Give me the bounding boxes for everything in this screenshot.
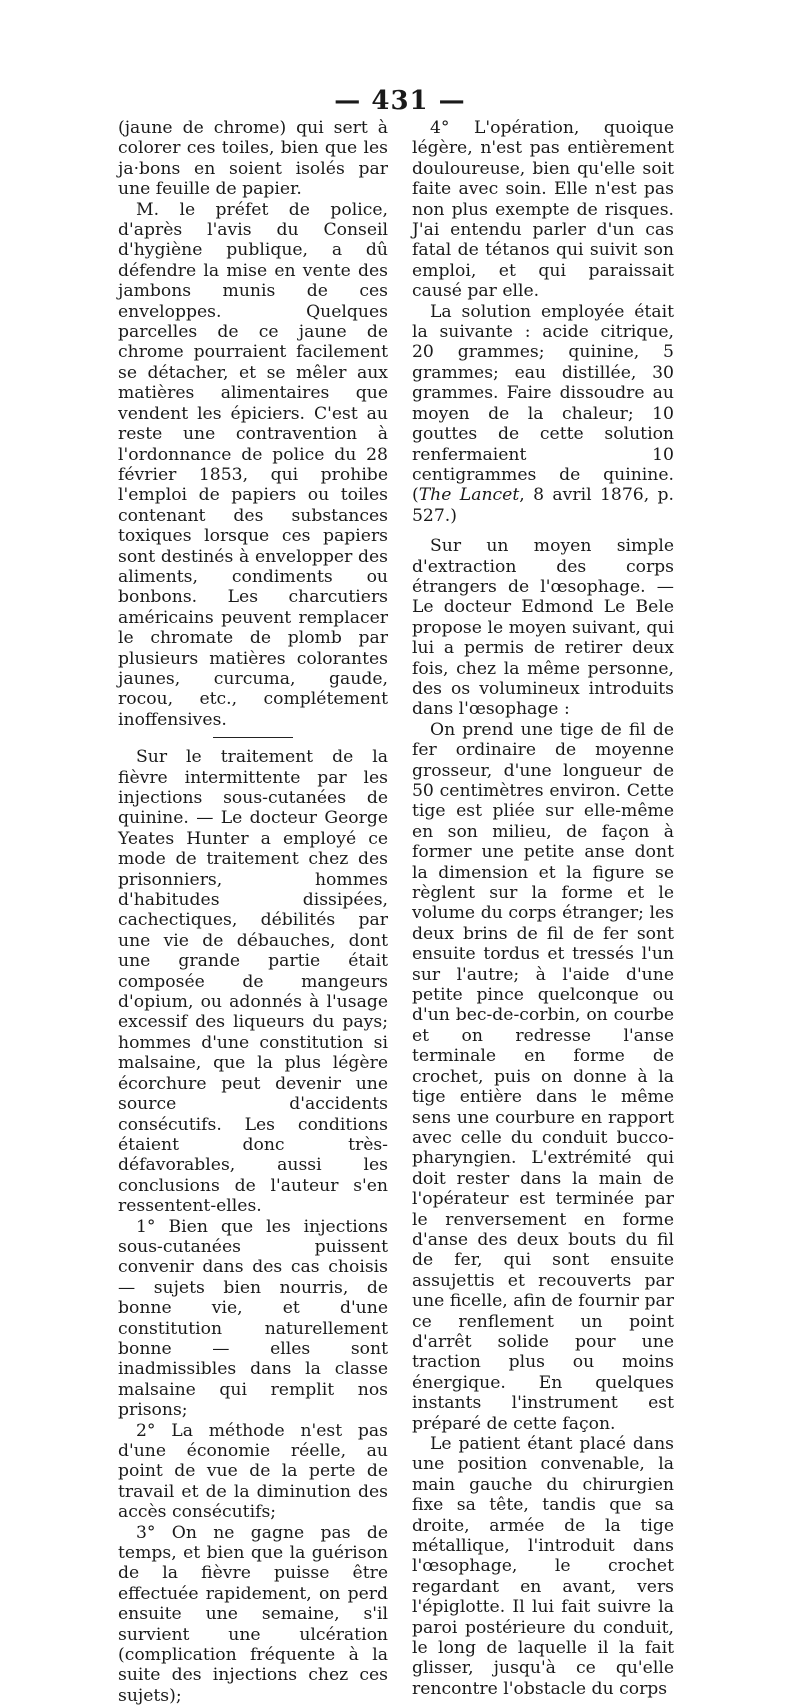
paragraph-solution [412, 302, 674, 526]
section-quinine [118, 747, 388, 1216]
conclusion-item-3: 3° On ne gagne pas de temps, et bien que la guérison de la fièvre puisse être effectuée rapidement, on perd ensuite une semaine, s'il survient une ulcération (complication fréquente à la suite des injections chez ces sujets); [118, 1522, 388, 1706]
right-column [412, 118, 674, 1699]
conclusion-item-2: 2° La méthode n'est pas d'une économie réelle, au point de vue de la perte de travail et de la diminution des accès consécutifs; [118, 1420, 388, 1523]
section-divider [213, 737, 293, 738]
spacer [412, 526, 674, 536]
citation-rest: , 8 avril 1876, p. 527.) [412, 485, 675, 526]
paragraph-patient: Le patient étant placé dans une position convenable, la main gauche du chirurgien fixe sa tête, tandis que sa droite, armée de la tige métallique, l'introduit dans l'œsophage, le crochet regardant en avant, vers l'épiglotte. Il lui fait suivre la paroi postérieure du conduit, le long de laquelle il la fait glisser, jusqu'à ce qu'elle rencontre l'obstacle du corps [412, 1434, 674, 1699]
solution-text: La solution employée était la suivante : acide citrique, 20 grammes; quinine, 5 grammes; eau distillée, 30 grammes. Faire dissoudre au moyen de la chaleur; 10 gouttes de cette solution renfermaient 10 centigrammes de quinine. ( [412, 301, 674, 506]
conclusion-item-1: 1° Bien que les injections sous-cutanées puissent convenir dans des cas choisis — sujets bien nourris, de bonne vie, et d'une constitution naturellement bonne — elles sont inadmissibles dans la classe malsaine qui remplit nos prisons; [118, 1216, 388, 1421]
paragraph-prefect: M. le préfet de police, d'après l'avis du Conseil d'hygiène publique, a dû défendre la mise en vente des jambons munis de ces enveloppes. Quelques parcelles de ce jaune de chrome pourraient facilement se détacher, et se mêler aux matières alimentaires que vendent les épiciers. C'est au reste une contravention à l'ordonnance de police du 28 février 1853, qui prohibe l'emploi de papiers ou toiles contenant des substances toxiques lorsque ces papiers sont destinés à envelopper des aliments, condiments ou bonbons. Les charcutiers américains peuvent remplacer le chromate de plomb par plusieurs matières colorantes jaunes, curcuma, gaude, rocou, etc., complétement inoffensives. [118, 199, 388, 730]
section-title-oesophagus: Sur un moyen simple d'extraction des corps étrangers de l'œsophage. [412, 536, 674, 597]
paragraph-method: On prend une tige de fil de fer ordinaire de moyenne grosseur, d'une longueur de 50 centimètres environ. Cette tige est pliée sur elle-même en son milieu, de façon à former une petite anse dont la dimension et la figure se règlent sur la forme et le volume du corps étranger; les deux brins de fil de fer sont ensuite tordus et tressés l'un sur l'autre; à l'aide d'une petite pince quelconque ou d'un bec-de-corbin, on courbe et on redresse l'anse terminale en forme de crochet, puis on donne à la tige entière dans le même sens une courbure en rapport avec celle du conduit bucco-pharyngien. L'extrémité qui doit rester dans la main de l'opérateur est terminée par le renversement en forme d'anse des deux bouts du fil de fer, qui sont ensuite assujettis et recouverts par une ficelle, afin de fournir par ce renflement un point d'arrêt solide pour une traction plus ou moins énergique. En quelques instants l'instrument est préparé de cette façon. [412, 719, 674, 1434]
conclusion-item-4: 4° L'opération, quoique légère, n'est pas entièrement douloureuse, bien qu'elle soit faite avec soin. Elle n'est pas non plus exempte de risques. J'ai entendu parler d'un cas fatal de tétanos qui suivit son emploi, et qui paraissait causé par elle. [412, 118, 674, 302]
section-oesophagus [412, 536, 674, 720]
page-number: — 431 — [334, 86, 466, 116]
section-intro-oesophagus: — Le docteur Edmond Le Bele propose le moyen suivant, qui lui a permis de retirer deux fois, chez la même personne, des os volumineux introduits dans l'œsophage : [412, 576, 674, 720]
paragraph-continuation: (jaune de chrome) qui sert à colorer ces toiles, bien que les ja·bons en soient isolés par une feuille de papier. [118, 118, 388, 200]
section-intro-quinine: — Le docteur George Yeates Hunter a employé ce mode de traitement chez des prisonniers, hommes d'habitudes dissipées, cachectiques, débilités par une vie de débauches, dont une grande partie était composée de mangeurs d'opium, ou adonnés à l'usage excessif des liqueurs du pays; hommes d'une constitution si malsaine, que la plus légère écorchure peut devenir une source d'accidents consécutifs. Les conditions étaient donc très-défavorables, aussi les conclusions de l'auteur s'en ressentent-elles. [118, 808, 388, 1217]
left-column [118, 118, 388, 1706]
citation-journal: The Lancet [418, 485, 520, 506]
section-title-quinine: Sur le traitement de la fièvre intermittente par les injections sous-cutanées de quinine. [118, 747, 388, 829]
